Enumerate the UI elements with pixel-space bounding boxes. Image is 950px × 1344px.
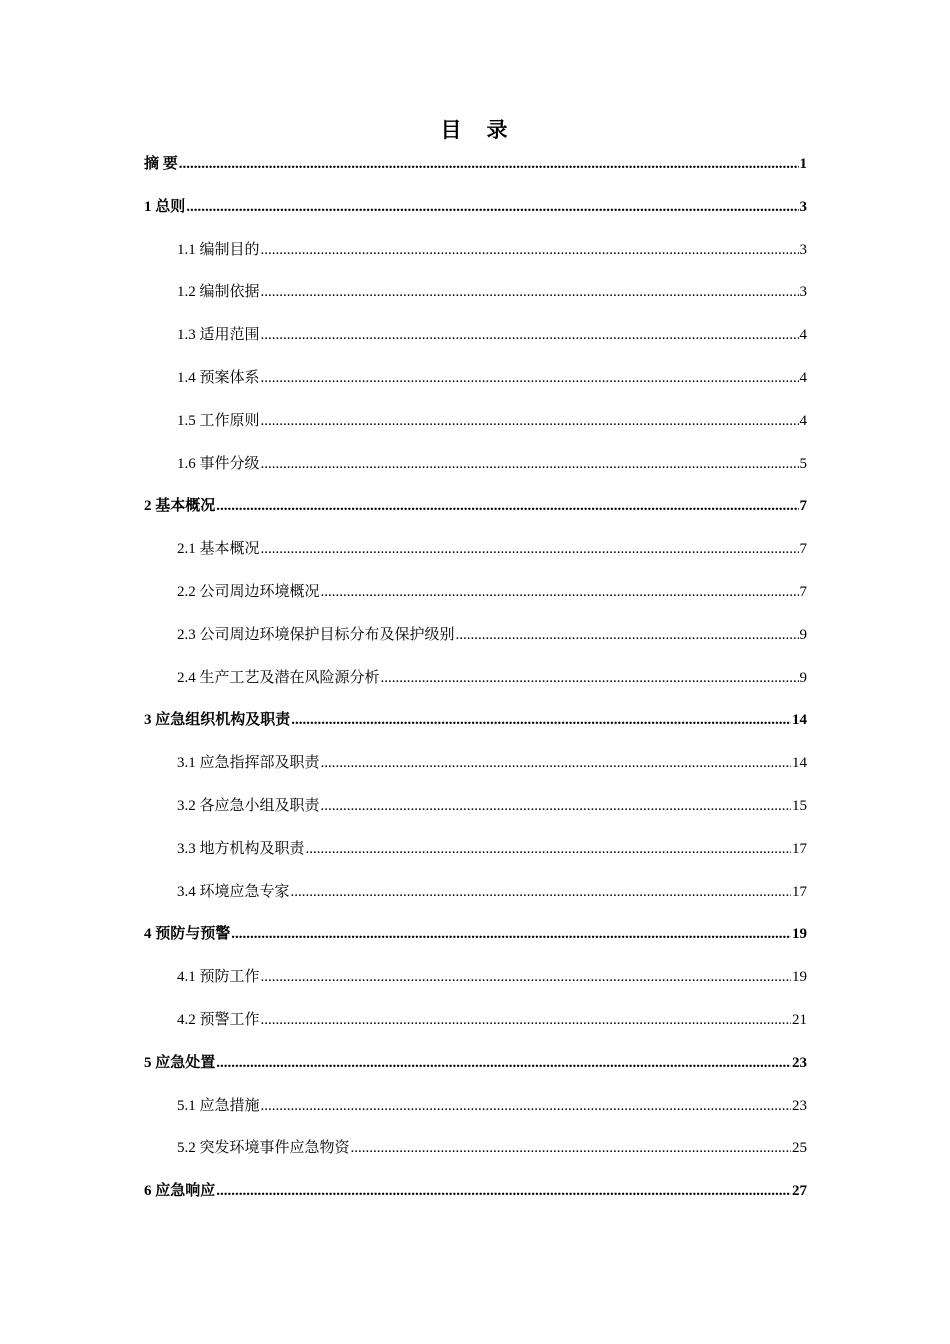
dot-leader <box>291 699 791 742</box>
toc-entry-label: 3.2 各应急小组及职责 <box>177 797 320 814</box>
toc-entry-page-number: 9 <box>799 626 807 643</box>
dot-leader <box>321 742 791 785</box>
toc-entry-page-number: 9 <box>799 669 807 686</box>
toc-entry-label: 1.2 编制依据 <box>177 284 260 301</box>
toc-entry-page-number: 14 <box>792 712 807 729</box>
toc-entry[interactable] <box>144 699 807 742</box>
dot-leader <box>291 871 791 914</box>
toc-entry[interactable] <box>144 1170 807 1213</box>
toc-entry[interactable] <box>144 143 807 186</box>
toc-entry[interactable] <box>144 999 807 1042</box>
toc-entry-label: 4 预防与预警 <box>144 926 231 943</box>
dot-leader <box>261 314 799 357</box>
toc-entry-page-number: 7 <box>799 498 807 515</box>
toc-entry-page-number: 5 <box>799 455 807 472</box>
toc-entry-label: 5.2 突发环境事件应急物资 <box>177 1140 350 1157</box>
toc-entry[interactable] <box>144 742 807 785</box>
toc-entry[interactable] <box>144 186 807 229</box>
toc-entry-label: 6 应急响应 <box>144 1183 216 1200</box>
dot-leader <box>261 1085 791 1128</box>
toc-entry-label: 2.1 基本概况 <box>177 541 260 558</box>
toc-entry[interactable] <box>144 571 807 614</box>
toc-entry-label: 3.3 地方机构及职责 <box>177 840 305 857</box>
toc-entry-label: 3 应急组织机构及职责 <box>144 712 291 729</box>
toc-entry-page-number: 3 <box>799 284 807 301</box>
toc-entry-page-number: 3 <box>799 198 807 215</box>
toc-entry-page-number: 15 <box>792 797 807 814</box>
toc-entry-label: 2.3 公司周边环境保护目标分布及保护级别 <box>177 626 455 643</box>
toc-entry-page-number: 1 <box>799 156 807 172</box>
toc-entry-label: 2.2 公司周边环境概况 <box>177 583 320 600</box>
toc-title: 目 录 <box>440 118 510 142</box>
toc-entry-label: 4.2 预警工作 <box>177 1011 260 1028</box>
toc-entry-page-number: 7 <box>799 541 807 558</box>
dot-leader <box>321 571 799 614</box>
dot-leader <box>261 443 799 486</box>
dot-leader <box>261 956 791 999</box>
toc-entry-label: 1.6 事件分级 <box>177 455 260 472</box>
toc-entry[interactable] <box>144 314 807 357</box>
toc-entry-label: 5 应急处置 <box>144 1054 216 1071</box>
toc-entry[interactable] <box>144 956 807 999</box>
toc-entry[interactable] <box>144 913 807 956</box>
toc-entry-page-number: 19 <box>792 969 807 986</box>
toc-entry[interactable] <box>144 443 807 486</box>
toc-entry-label: 5.1 应急措施 <box>177 1097 260 1114</box>
dot-leader <box>351 1127 791 1170</box>
dot-leader <box>261 229 799 272</box>
toc-entry[interactable] <box>144 828 807 871</box>
toc-entry[interactable] <box>144 400 807 443</box>
toc-entry-label: 1 总则 <box>144 198 186 215</box>
toc-entry[interactable] <box>144 871 807 914</box>
dot-leader <box>261 271 799 314</box>
toc-entry[interactable] <box>144 614 807 657</box>
dot-leader <box>261 357 799 400</box>
dot-leader <box>179 143 799 186</box>
dot-leader <box>216 485 798 528</box>
dot-leader <box>306 828 791 871</box>
dot-leader <box>381 657 799 700</box>
toc-entry-page-number: 19 <box>792 926 807 943</box>
dot-leader <box>186 186 798 229</box>
toc-entry[interactable] <box>144 1085 807 1128</box>
table-of-contents <box>144 143 807 1213</box>
toc-entry-page-number: 4 <box>799 327 807 344</box>
dot-leader <box>261 400 799 443</box>
toc-entry-label: 1.1 编制目的 <box>177 241 260 258</box>
toc-entry-page-number: 14 <box>792 755 807 772</box>
toc-entry[interactable] <box>144 528 807 571</box>
toc-entry-page-number: 7 <box>799 583 807 600</box>
toc-entry[interactable] <box>144 657 807 700</box>
toc-entry-page-number: 27 <box>792 1183 807 1200</box>
toc-entry-label: 1.4 预案体系 <box>177 369 260 386</box>
toc-entry-page-number: 4 <box>799 369 807 386</box>
toc-entry[interactable] <box>144 485 807 528</box>
toc-entry-label: 2 基本概况 <box>144 498 216 515</box>
dot-leader <box>216 1170 791 1213</box>
toc-entry[interactable] <box>144 1127 807 1170</box>
toc-entry[interactable] <box>144 785 807 828</box>
toc-entry-page-number: 3 <box>799 241 807 258</box>
toc-entry[interactable] <box>144 1042 807 1085</box>
dot-leader <box>216 1042 791 1085</box>
toc-entry-label: 4.1 预防工作 <box>177 969 260 986</box>
dot-leader <box>456 614 799 657</box>
toc-entry-label: 3.1 应急指挥部及职责 <box>177 755 320 772</box>
toc-entry[interactable] <box>144 357 807 400</box>
dot-leader <box>231 913 791 956</box>
toc-entry-label: 1.3 适用范围 <box>177 327 260 344</box>
toc-entry-page-number: 4 <box>799 412 807 429</box>
toc-entry-label: 3.4 环境应急专家 <box>177 883 290 900</box>
toc-entry[interactable] <box>144 229 807 272</box>
dot-leader <box>261 528 799 571</box>
toc-entry-label: 2.4 生产工艺及潜在风险源分析 <box>177 669 380 686</box>
toc-entry-page-number: 17 <box>792 883 807 900</box>
toc-entry-page-number: 17 <box>792 840 807 857</box>
dot-leader <box>321 785 791 828</box>
toc-entry-label: 1.5 工作原则 <box>177 412 260 429</box>
toc-entry[interactable] <box>144 271 807 314</box>
dot-leader <box>261 999 791 1042</box>
toc-entry-page-number: 21 <box>792 1011 807 1028</box>
toc-entry-page-number: 25 <box>792 1140 807 1157</box>
toc-entry-label: 摘 要 <box>144 156 178 172</box>
toc-entry-page-number: 23 <box>792 1097 807 1114</box>
toc-entry-page-number: 23 <box>792 1054 807 1071</box>
